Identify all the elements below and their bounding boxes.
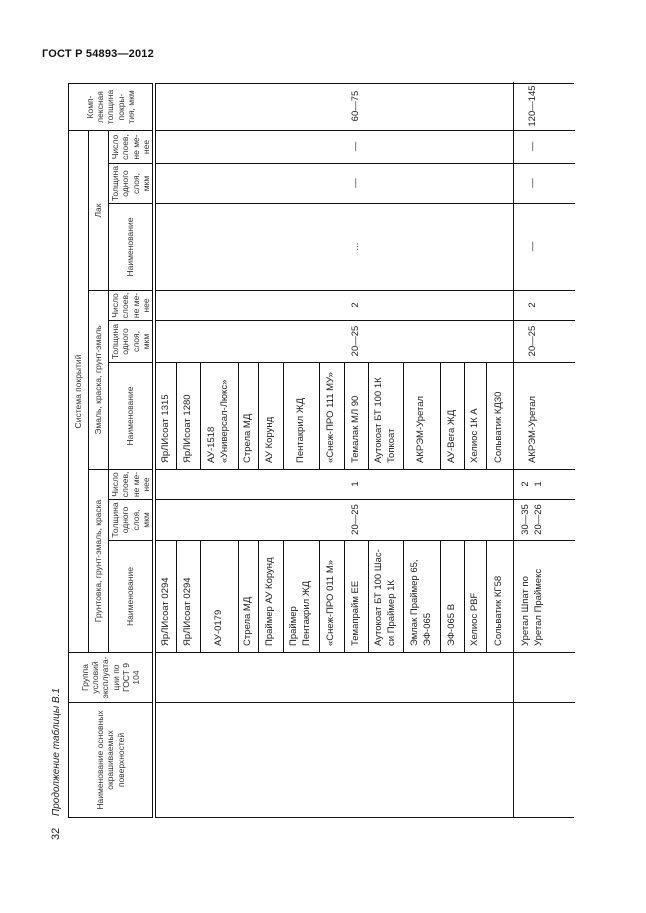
primer-name: ЯрЛИсоат 0294 (181, 577, 193, 646)
enamel-thickness-value: 20—25 (526, 325, 538, 357)
header-varnish-layers: Число слоев, не ме-нее (108, 130, 153, 164)
group-divider (513, 82, 514, 817)
header-enamel-layers: Число слоев, не ме-нее (108, 290, 153, 321)
total-value: 120—145 (526, 85, 538, 127)
header-surfaces: Наименование основных окрашиваемых поверхностей (68, 702, 153, 818)
enamel-name: АУ-1518 «Универсал-Люкс» (206, 379, 230, 463)
enamel-name: АУ Корунд (264, 416, 276, 463)
enamel-name: Аутокоат БТ 100 1К Топкоат (372, 377, 397, 463)
varnish-thickness-value: — (349, 178, 361, 188)
primer-name: Праймер Пентакрил ЖД (288, 580, 312, 646)
standard-number: ГОСТ Р 54893—2012 (42, 48, 154, 60)
varnish-name-value: — (526, 241, 538, 252)
primer-name: Хелиос РВF (468, 592, 480, 646)
enamel-name: Пентакрил ЖД (294, 397, 306, 463)
table-caption: Продолжение таблицы В.1 (51, 688, 62, 816)
primer-name: Праймер АУ Корунд (264, 557, 276, 646)
enamel-layers-value: 2 (526, 302, 538, 308)
header-primer-layers: Число слоев, не ме-нее (108, 469, 153, 500)
enamel-thickness-value: 20—25 (349, 325, 361, 357)
primer-name: Уретал Шпат по Уретал Праймекс (520, 568, 544, 646)
header-total-thickness: Комп-лексная толщина покры-тия, мкм (68, 83, 153, 131)
primer-name: «Снеж-ПРО 011 М» (325, 559, 337, 646)
header-enamel: Эмаль, краска, грунт-эмаль (88, 290, 109, 470)
header-varnish: Лак (88, 130, 109, 291)
enamel-name: ЯрЛИсоат 1315 (159, 394, 171, 463)
primer-layers-value: 1 (349, 481, 361, 487)
header-primer-thickness: Толщина одного слоя, мкм (108, 499, 153, 541)
header-primer-name: Наименование (108, 540, 153, 653)
header-system: Система покрытий (68, 130, 89, 653)
enamel-name: Хелиос 1К А (468, 408, 480, 463)
enamel-name: АКРЭМ-Уретал (415, 395, 427, 463)
total-value: 60—75 (349, 90, 361, 122)
enamel-name: Темалак МЛ 90 (349, 395, 361, 463)
primer-thickness-value: 20—25 (349, 504, 361, 535)
coating-table (50, 83, 574, 840)
primer-name: ЯрЛИсоат 0294 (159, 577, 171, 646)
header-varnish-thickness: Толщина одного слоя, мкм (108, 163, 153, 204)
enamel-name: Сольватик КД30 (493, 391, 505, 463)
primer-name: Сольватик КГ58 (493, 575, 505, 646)
primer-thickness-value: 30—35 20—26 (520, 504, 544, 535)
enamel-name: ЯрЛИсоат 1280 (181, 394, 193, 463)
varnish-layers-value: — (526, 141, 538, 152)
page-number: 32 (50, 827, 62, 840)
primer-name: Стрела МД (241, 596, 253, 646)
varnish-layers-value: — (349, 141, 361, 152)
varnish-thickness-value: — (526, 178, 538, 188)
enamel-name: Стрела МД (241, 413, 253, 463)
header-primer: Грунтовка, грунт-эмаль, краска (88, 469, 109, 653)
header-enamel-thickness: Толщина одного слоя, мкм (108, 320, 153, 363)
enamel-name: АУ-Вега ЖД (445, 409, 457, 463)
primer-name: Темапрайм ЕЕ (349, 580, 361, 646)
enamel-name: АКРЭМ-Уретал (526, 395, 538, 463)
table-body (155, 83, 574, 818)
primer-name: Аутокоат БТ 100 Шас-си Праймер 1К (372, 549, 397, 646)
primer-name: ЭФ-065 В (445, 603, 457, 646)
primer-name: АУ-0179 (212, 609, 224, 646)
primer-layers-value: 2 1 (520, 481, 544, 487)
varnish-name-value: ... (349, 242, 361, 251)
enamel-name: «Снеж-ПРО 111 МУ» (325, 372, 337, 463)
header-enamel-name: Наименование (108, 362, 153, 470)
primer-name: Эмлак Праймер 65, ЭФ-065 (408, 559, 433, 646)
header-group: Группа условий эксплуата-ции по ГОСТ 9 104 (68, 652, 153, 703)
header-varnish-name: Наименование (108, 203, 153, 291)
enamel-layers-value: 2 (349, 302, 361, 308)
